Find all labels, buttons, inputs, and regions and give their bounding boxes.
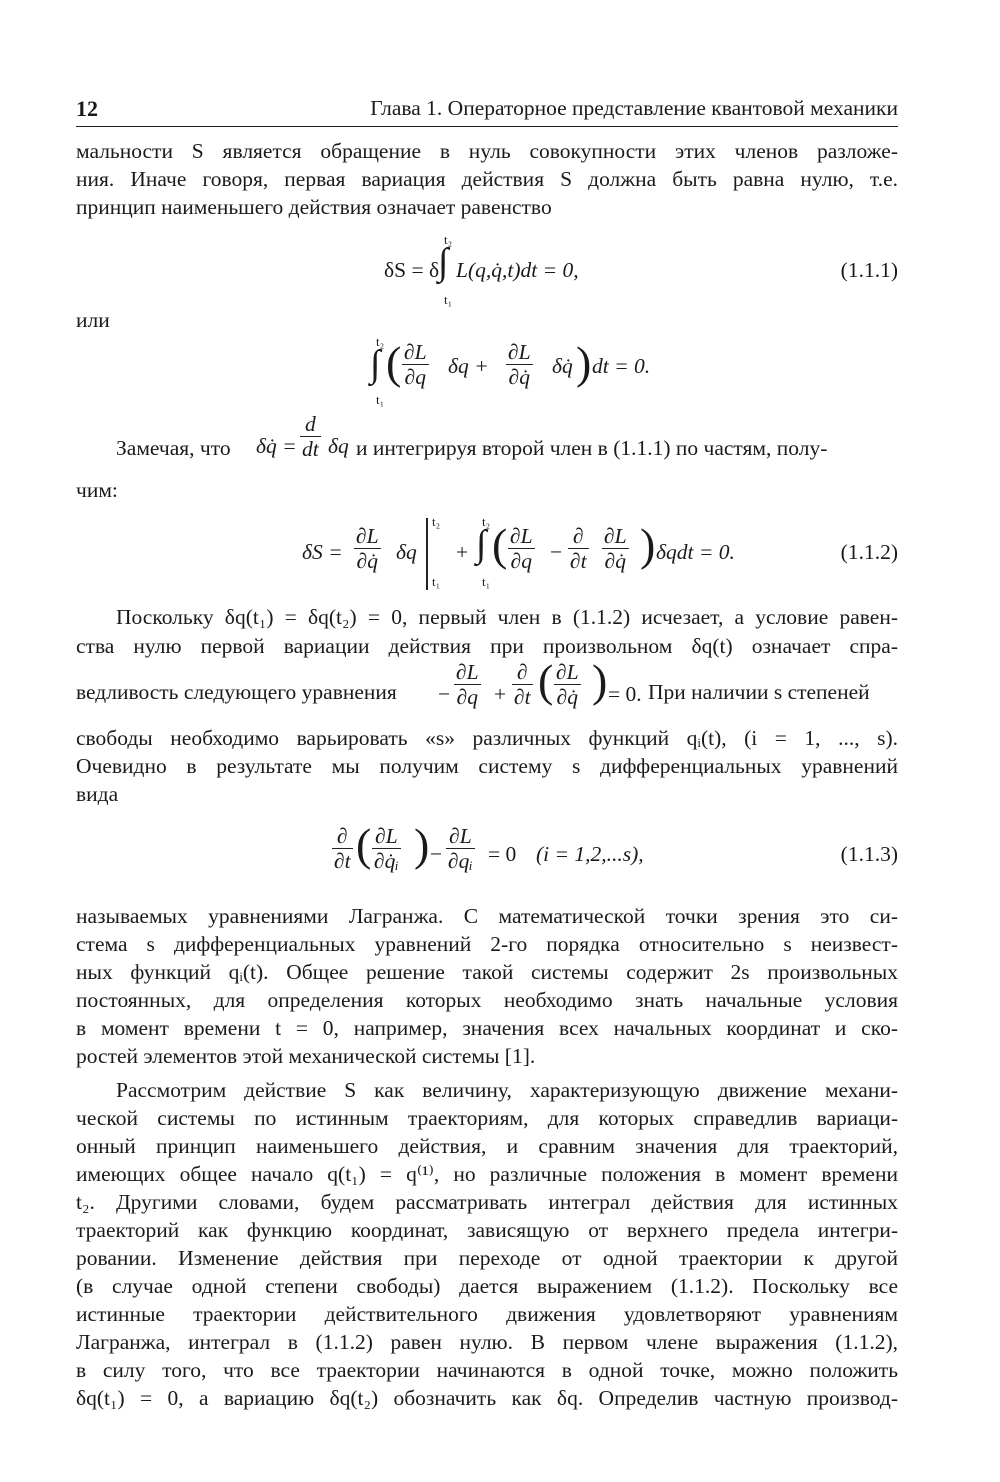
text-line: ростей элементов этой механической системы [1]. bbox=[76, 1044, 536, 1068]
text-line: истинные траектории действительного движения удовлетворяют уравнениям bbox=[76, 1302, 898, 1326]
fraction: $\frac{d}{dt}$ bbox=[302, 412, 319, 461]
text-line: имеющих общее начало q(t₁) = q⁽¹⁾, но различные положения в момент времени bbox=[76, 1162, 898, 1186]
text-line: мальности S является обращение в нуль совокупности этих членов разложе- bbox=[76, 139, 898, 163]
integral-sign: ∫ bbox=[438, 241, 449, 283]
text-line: траекторий как функцию координат, зависящую от верхнего предела интегри- bbox=[76, 1218, 898, 1242]
equation-number: (1.1.2) bbox=[840, 540, 898, 564]
fraction: ∂ ∂t bbox=[570, 524, 587, 573]
text-line: Очевидно в результате мы получим систему s дифференциальных уравнений bbox=[76, 754, 898, 778]
evaluation-bar bbox=[426, 518, 428, 590]
fraction: $\frac{\partial L}{\partial q}$ bbox=[404, 340, 427, 389]
eq-lhs: δS = δ bbox=[384, 258, 440, 282]
text-line: Лагранжа, интеграл в (1.1.2) равен нулю. В первом члене выражения (1.1.2), bbox=[76, 1330, 898, 1354]
equation-number: (1.1.3) bbox=[840, 842, 898, 866]
fraction: $\frac{\partial L}{\text{∂qᵢ}}$ bbox=[448, 824, 473, 873]
text-line: t₂. Другими словами, будем рассматривать интеграл действия для истинных bbox=[76, 1190, 898, 1214]
text-line: и интегрируя второй член в (1.1.1) по частям, полу- bbox=[356, 436, 828, 460]
integral-sign: ∫ bbox=[476, 523, 487, 565]
fraction: $\frac{\partial L}{\partial q̇}$ bbox=[356, 524, 379, 573]
fraction: $\frac{\partial L}{\partial q}$ bbox=[456, 660, 479, 709]
fraction: $\frac{\partial L}{\partial q̇}$ bbox=[508, 340, 531, 389]
text-line: ния. Иначе говоря, первая вариация действия S должна быть равна нулю, т.е. bbox=[76, 167, 898, 191]
integral-lower-limit: t₁ bbox=[376, 392, 385, 407]
text-line: ведливость следующего уравнения bbox=[76, 680, 397, 704]
integral-upper-limit: t₂ bbox=[376, 334, 385, 349]
paren-right: ) bbox=[576, 337, 592, 388]
text-line: постоянных, для определения которых необходимо знать начальные условия bbox=[76, 988, 898, 1012]
eq-integrand: L(q,q̇,t)dt = 0, bbox=[456, 258, 579, 282]
text-line: в момент времени t = 0, например, значения всех начальных координат и ско- bbox=[76, 1016, 898, 1040]
integral-upper-limit: t₂ bbox=[444, 232, 453, 247]
running-header bbox=[76, 94, 898, 127]
text-line: (в случае одной степени свободы) дается выражением (1.1.2). Поскольку все bbox=[76, 1274, 898, 1298]
text-line: ровании. Изменение действия при переходе от одной траектории к другой bbox=[76, 1246, 898, 1270]
text-line: принцип наименьшего действия означает равенство bbox=[76, 195, 552, 219]
fraction: $\frac{\partial L}{\partial q̇}$ bbox=[604, 524, 627, 573]
fraction: ∂ ∂t bbox=[514, 660, 531, 709]
text-line: в силу того, что все траектории начинаются в одной точке, можно положить bbox=[76, 1358, 898, 1382]
chapter-title: Глава 1. Операторное представление квантовой механики bbox=[370, 96, 898, 120]
integral-sign: ∫ bbox=[370, 343, 381, 385]
text-line: свободы необходимо варьировать «s» различных функций qᵢ(t), (i = 1, ..., s). bbox=[76, 726, 898, 750]
page-number: 12 bbox=[76, 96, 98, 121]
book-page: 12 Глава 1. Операторное представление квантовой механики мальности S является обращение в нуль совокупности этих членов разложе- ния. Иначе говоря, первая вариация действия S должна быть равна нулю, т.е. принцип наименьшего действия означает равенство δS = δ ∫ t₂ t₁ L(q,q̇,t)dt = 0, (1.1.1) или ∫ t₂ t₁ ( $\frac{\partial L}{\partial q}$ δq + $\frac{\partial L}{\partial q̇}$ δq̇ ) dt = 0. Замечая, что δq̇ = $\frac{d}{dt}$ δq и интегрируя второй член в (1.1.1) по частям, полу- чим: δS = $\frac{\partial L}{\partial q̇}$ δq t₂ t₁ + ∫ t₂ t₁ ( $\frac{\partial L}{\partial q}$ − ∂ ∂t $\frac{\partial L}{\partial q̇}$ ) δqdt = 0. (1.1.2) Поскольку δq(t₁) = δq(t₂) = 0, первый член в (1.1.2) исчезает, а условие равен- ства нулю первой вариации действия при произвольном δq(t) означает спра- ведливость следующего уравнения − $\frac{\partial L}{\partial q}$ + ∂ ∂t ( $\frac{\partial L}{\partial q̇}$ ) = 0. При наличии s степеней свободы необходимо варьировать «s» различных функций qᵢ(t), (i = 1, ..., s). Очевидно в результате мы получим систему s дифференциальных уравнений вида ∂ ∂t ( $\frac{\partial L}{\text{∂q̇ᵢ}}$ ) − $\frac{\partial L}{\text{∂qᵢ}}$ = 0 (i = 1,2,...s), (1.1.3) называемых уравнениями Лагранжа. С математической точки зрения это си- стема s дифференциальных уравнений 2-го порядка относительно s неизвест- ных функций qᵢ(t). Общее решение такой системы содержит 2s произвольных постоянных, для определения которых необходимо знать начальные условия в момент времени t = 0, например, значения всех начальных координат и ско- ростей элементов этой механической системы [1]. Рассмотрим действие S как величину, характеризующую движение механи- ческой системы по истинным траекториям, для которых справедлив вариаци- онный принцип наименьшего действия, и сравним значения для траекторий, имеющих общее начало q(t₁) = q⁽¹⁾, но различные положения в момент времени t₂. Другими словами, будем рассматривать интеграл действия для истинных траекторий как функцию координат, зависящую от верхнего предела интегри- ровании. Изменение действия при переходе от одной траектории к другой (в случае одной степени свободы) дается выражением (1.1.2). Поскольку все истинные траектории действительного движения удовлетворяют уравнениям Лагранжа, интеграл в (1.1.2) равен нулю. В первом члене выражения (1.1.2), в силу того, что все траектории начинаются в одной точке, можно положить δq(t₁) = 0, а вариацию δq(t₂) обозначить как δq. Определив частную производ- bbox=[76, 96, 898, 1410]
text-line: При наличии s степеней bbox=[648, 680, 870, 704]
equation-number: (1.1.1) bbox=[840, 258, 898, 282]
text-line: онный принцип наименьшего действия, и сравним значения для траекторий, bbox=[76, 1134, 898, 1158]
text-line: δq(t₁) = 0, а вариацию δq(t₂) обозначить как δq. Определив частную производ- bbox=[76, 1386, 898, 1410]
text-line: ства нулю первой вариации действия при произвольном δq(t) означает спра- bbox=[76, 634, 898, 658]
paren-left: ( bbox=[386, 337, 402, 388]
text-line: Поскольку δq(t₁) = δq(t₂) = 0, первый член в (1.1.2) исчезает, а условие равен- bbox=[116, 605, 898, 629]
text-line: ческой системы по истинным траекториям, для которых справедлив вариаци- bbox=[76, 1106, 898, 1130]
text-line: ных функций qᵢ(t). Общее решение такой системы содержит 2s произвольных bbox=[76, 960, 898, 984]
text-line: или bbox=[76, 308, 110, 332]
fraction: $\frac{\partial L}{\partial q}$ bbox=[510, 524, 533, 573]
integral-lower-limit: t₁ bbox=[444, 292, 453, 307]
text-line: чим: bbox=[76, 478, 118, 502]
text-line: вида bbox=[76, 782, 119, 806]
text-line: Замечая, что bbox=[116, 436, 231, 460]
text-line: стема s дифференциальных уравнений 2-го порядка относительно s неизвест- bbox=[76, 932, 898, 956]
fraction: $\frac{\partial L}{\partial q̇}$ bbox=[556, 660, 579, 709]
fraction: ∂ ∂t bbox=[334, 824, 351, 873]
fraction: $\frac{\partial L}{\text{∂q̇ᵢ}}$ bbox=[374, 824, 399, 873]
text-line: Рассмотрим действие S как величину, характеризующую движение механи- bbox=[116, 1078, 898, 1102]
text-line: называемых уравнениями Лагранжа. С математической точки зрения это си- bbox=[76, 904, 898, 928]
